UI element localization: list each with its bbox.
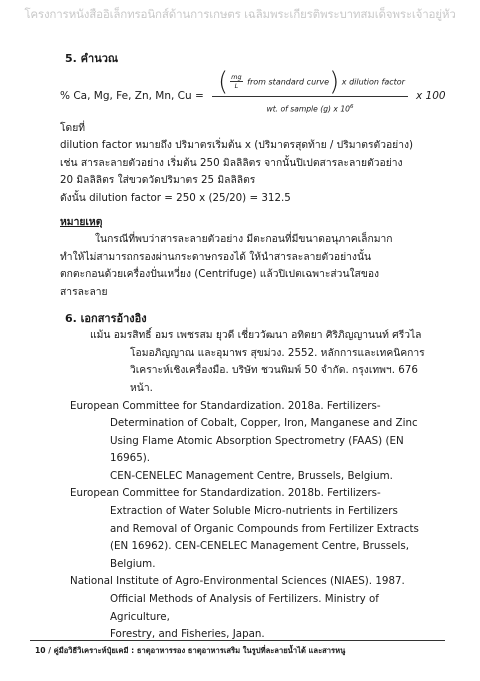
ref-4-line-3: Forestry, and Fisheries, Japan. [110,628,265,641]
note-line-3: ตกตะกอนด้วยเครื่องปั่นเหวี่ยง (Centrifuge) แล้วปิเปตเฉพาะส่วนใสของ [60,268,380,281]
note-line-4: สารละลาย [60,285,108,298]
page-body [60,50,446,644]
reference-list [70,327,425,644]
formula-lhs: % Ca, Mg, Fe, Zn, Mn, Cu = [60,89,204,102]
note-title: หมายเหตุ [60,215,103,228]
ref-1-line-1: แม้น อมรสิทธิ์ อมร เพชรสม ยุวดี เชี่ยววัฒนา อทิตยา ศิริภิญญานนท์ ศรีวไล [90,329,422,342]
page-footer: 10 / คู่มือวิธีวิเคราะห์ปุ๋ยเคมี : ธาตุอาหารรอง ธาตุอาหารเสริม ในรูปที่ละลายน้ำได้ และสารหนู [35,646,346,655]
numerator-multiplier: x dilution factor [341,77,405,87]
section-5-title: 5. คำนวณ [65,52,119,65]
ref-1-line-2: โอมอภิญญาณ และอุมาพร สุขม่วง. 2552. หลักการและเทคนิคการ [130,346,425,359]
fraction-bar [212,96,408,97]
formula-denominator: wt. of sample (g) x $10^6$ [266,103,354,114]
ref-2-line-2: Determination of Cobalt, Copper, Iron, Manganese and Zinc [110,417,418,430]
ref-3-line-2: Extraction of Water Soluble Micro-nutrients in Fertilizers [110,505,398,518]
unit-fraction: $\frac{mg}{L}$ [231,73,242,91]
formula-rhs: x 100 [416,89,446,102]
where-label: โดยที่ [60,121,86,134]
note-line-2: ทำให้ไม่สามารถกรองผ่านกระดาษกรองได้ ให้นำสารละลายตัวอย่างนั้น [60,250,372,263]
ref-4-line-2: Official Methods of Analysis of Fertilizers. Ministry of Agriculture, [110,593,379,623]
note-line-1: ในกรณีที่พบว่าสารละลายตัวอย่าง มีตะกอนที่มีขนาดอนุภาคเล็กมาก [95,233,393,246]
dilution-line-4: ดังนั้น dilution factor = 250 x (25/20) = 312.5 [60,191,291,204]
ref-3-line-5: Belgium. [110,557,156,570]
ref-2-line-4: CEN-CENELEC Management Centre, Brussels, Belgium. [110,469,393,482]
dilution-line-1: dilution factor หมายถึง ปริมาตรเริ่มต้น x (ปริมาตรสุดท้าย / ปริมาตรตัวอย่าง) [60,139,414,152]
numerator-text: from standard curve [247,77,330,87]
ref-3-line-4: (EN 16962). CEN-CENELEC Management Centre, Brussels, [110,540,410,553]
ref-4-line-1: National Institute of Agro-Environmental Sciences (NIAES). 1987. [70,575,405,588]
section-6-title: 6. เอกสารอ้างอิง [65,311,147,325]
ref-2-line-3: Using Flame Atomic Absorption Spectrometry (FAAS) (EN 16965). [110,434,404,465]
dilution-line-3: 20 มิลลิลิตร ใส่ขวดวัดปริมาตร 25 มิลลิลิตร [60,174,256,187]
reference-item [70,573,425,643]
reference-item [70,398,425,486]
ref-2-line-1: European Committee for Standardization. 2018a. Fertilizers- [70,399,381,412]
reference-item [70,327,425,397]
running-header: โครงการหนังสืออิเล็กทรอนิกส์ด้านการเกษตร เฉลิมพระเกียรติพระบาทสมเด็จพระเจ้าอยู่หัว [24,7,456,21]
reference-item [70,485,425,573]
formula-numerator: ( $\frac{mg}{L}$ from standard curve) x dilution factor [218,66,405,97]
dilution-line-2: เช่น สารละลายตัวอย่าง เริ่มต้น 250 มิลลิลิตร จากนั้นปิเปตสารละลายตัวอย่าง [60,156,403,169]
ref-3-line-1: European Committee for Standardization. 2018b. Fertilizers- [70,487,381,500]
ref-3-line-3: and Removal of Organic Compounds from Fertilizer Extracts [110,522,419,535]
footer-divider [30,640,445,641]
ref-1-line-3: วิเคราะห์เชิงเครื่องมือ. บริษัท ชวนพิมพ์ 50 จำกัด. กรุงเทพฯ. 676 หน้า. [130,364,418,394]
calculation-formula [60,66,446,120]
